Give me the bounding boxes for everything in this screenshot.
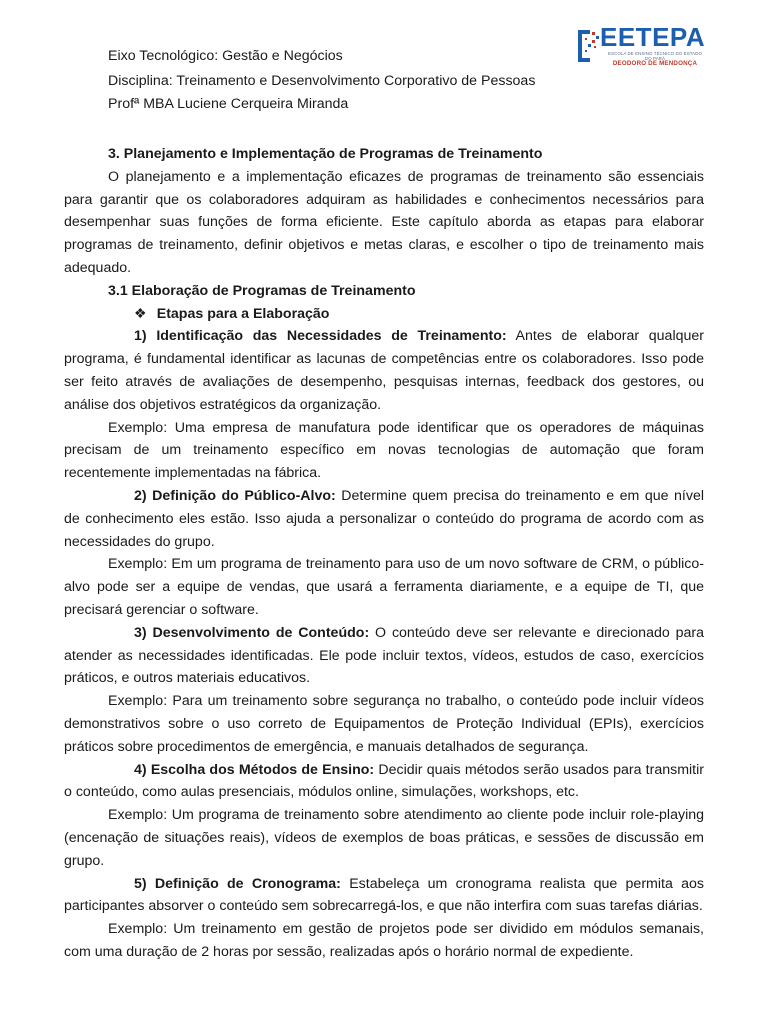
step-label: 1) Identificação das Necessidades de Treinamento:: [134, 328, 507, 345]
step-text: Estabeleça um cronograma realista que permita aos participantes absorver o conteúdo sem sobrecarregá-los, e que não interfira com suas tarefas diárias.: [64, 875, 704, 915]
logo-school-name: DEODORO DE MENDONÇA: [612, 60, 698, 67]
step-text: O conteúdo deve ser relevante e direcionado para atender as necessidades identificadas. Ele pode incluir textos, vídeos, estudos de caso, exercícios práticos, e outros materiais educativos.: [64, 624, 704, 687]
step-text: Antes de elaborar qualquer programa, é fundamental identificar as lacunas de competências entre os colaboradores. Isso pode ser feito através de avaliações de desempenho, pesquisas internas, feedback dos gestores, ou análise dos objetivos estratégicos da organização.: [64, 328, 704, 413]
step-label: 5) Definição de Cronograma:: [134, 875, 341, 892]
eetepa-logo-mark-icon: [576, 26, 600, 66]
header-disciplina: Disciplina: Treinamento e Desenvolvimento Corporativo de Pessoas: [108, 73, 536, 89]
section-title: 3. Planejamento e Implementação de Programas de Treinamento: [108, 146, 543, 162]
step-example: Exemplo: Uma empresa de manufatura pode identificar que os operadores de máquinas precisam de um treinamento específico em novas tecnologias de automação que foram recentemente implementadas na fábrica.: [64, 419, 704, 482]
step-example: Exemplo: Em um programa de treinamento para uso de um novo software de CRM, o público-alvo pode ser a equipe de vendas, que usará a ferramenta diariamente, e a equipe de TI, que precisará gerenciar o software.: [64, 556, 704, 618]
step-item: [64, 485, 704, 553]
bullet-heading-label: Etapas para a Elaboração: [156, 305, 330, 322]
subsection-title: 3.1 Elaboração de Programas de Treinamento: [108, 282, 416, 299]
step-label: 2) Definição do Público-Alvo:: [134, 487, 336, 504]
diamond-bullet-icon: ❖: [134, 305, 147, 322]
step-example: Exemplo: Um programa de treinamento sobre atendimento ao cliente pode incluir role-playing (encenação de situações reais), vídeos de exemplos de boas práticas, e sessões de discussão em grupo.: [64, 807, 704, 869]
logo-wordmark: EETEPA: [600, 22, 706, 52]
step-item: [64, 759, 704, 805]
logo-subtitle: ESCOLA DE ENSINO TÉCNICO DO ESTADO DO PARÁ: [608, 51, 702, 61]
step-text: Determine quem precisa do treinamento e em que nível de conhecimento eles estão. Isso ajuda a personalizar o conteúdo do programa de acordo com as necessidades do grupo.: [64, 487, 704, 550]
header-professor: Profª MBA Luciene Cerqueira Miranda: [108, 96, 349, 112]
document-body: [64, 143, 704, 964]
bullet-heading: [64, 303, 704, 326]
section-intro: O planejamento e a implementação eficazes de programas de treinamento são essenciais para garantir que os colaboradores adquiram as habilidades e conhecimentos necessários para desempenhar suas funções de forma eficiente. Este capítulo aborda as etapas para elaborar programas de treinamento, definir objetivos e metas claras, e escolher o tipo de treinamento mais adequado.: [64, 168, 704, 276]
step-example: Exemplo: Para um treinamento sobre segurança no trabalho, o conteúdo pode incluir vídeos demonstrativos sobre o uso correto de Equipamentos de Proteção Individual (EPIs), exercícios práticos sobre procedimentos de emergência, e manuais detalhados de segurança.: [64, 693, 704, 755]
eetepa-logo: [576, 22, 708, 74]
step-text: Decidir quais métodos serão usados para transmitir o conteúdo, como aulas presenciais, módulos online, simulações, workshops, etc.: [64, 761, 704, 801]
step-example: Exemplo: Um treinamento em gestão de projetos pode ser dividido em módulos semanais, com uma duração de 2 horas por sessão, realizadas após o horário normal de expediente.: [64, 921, 704, 960]
step-label: 3) Desenvolvimento de Conteúdo:: [134, 624, 370, 641]
step-label: 4) Escolha dos Métodos de Ensino:: [134, 761, 375, 778]
step-item: [64, 622, 704, 690]
header-eixo: Eixo Tecnológico: Gestão e Negócios: [108, 48, 343, 64]
step-item: [64, 325, 704, 416]
step-item: [64, 873, 704, 919]
